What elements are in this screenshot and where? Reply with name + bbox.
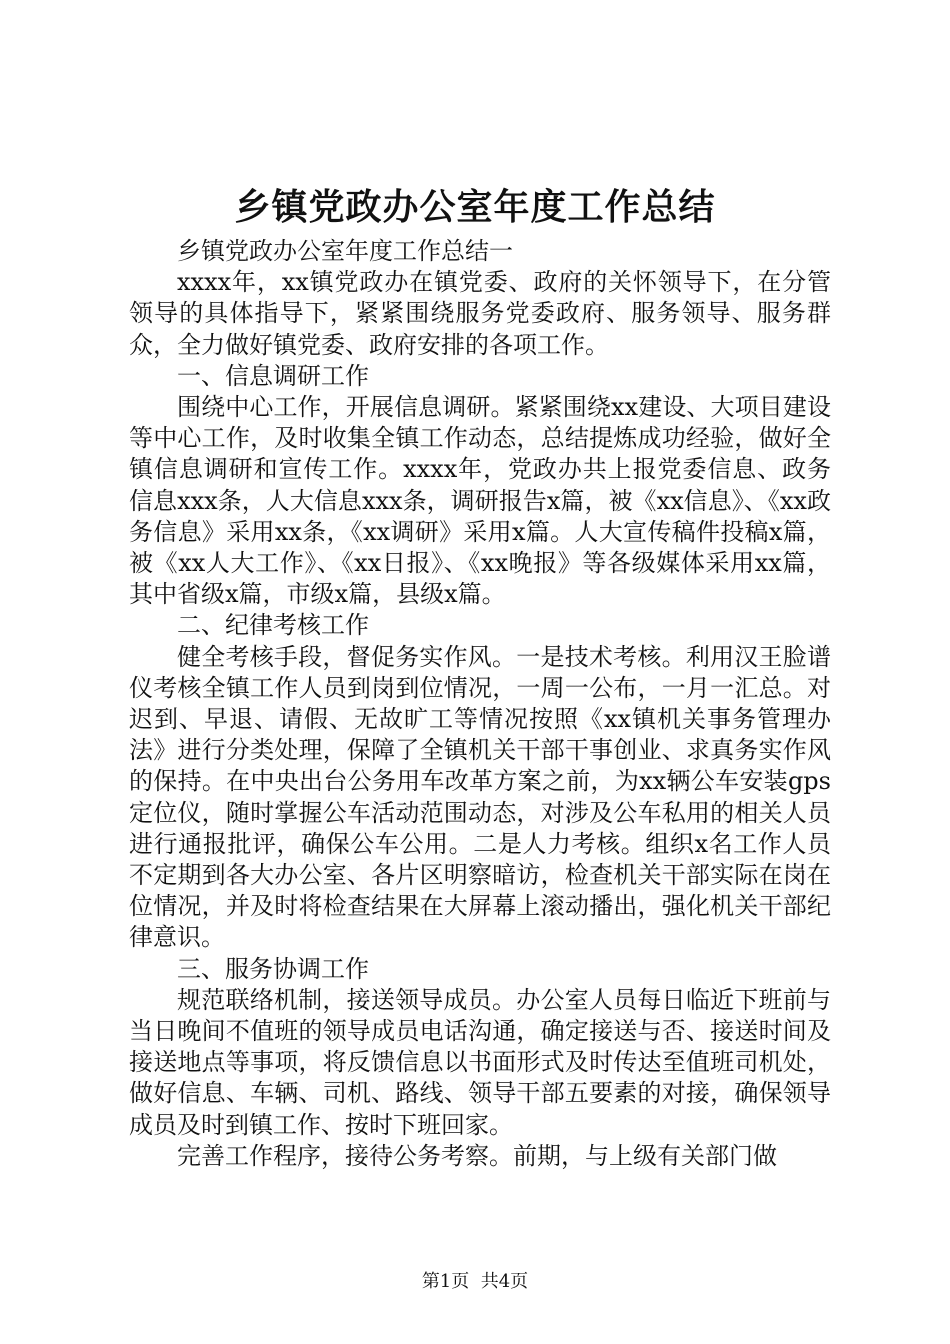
section-heading-discipline: 二、纪律考核工作 (177, 611, 369, 640)
document-title: 乡镇党政办公室年度工作总结 (234, 187, 716, 228)
discipline-paragraph: 健全考核手段，督促务实作风。一是技术考核。利用汉王脸谱仪考核全镇工作人员到岗到位情况，一周一公布，一月一汇总。对迟到、早退、请假、无故旷工等情况按照《xx镇机关事务管理办法》进行分类处理，保障了全镇机关干部干事创业、求真务实作风的保持。在中央出台公务用车改革方案之前，为xx辆公车安装gps定位仪，随时掌握公车活动范围动态，对涉及公车私用的相关人员进行通报批评，确保公车公用。二是人力考核。组织x名工作人员不定期到各大办公室、各片区明察暗访，检查机关干部实际在岗在位情况，并及时将检查结果在大屏幕上滚动播出，强化机关干部纪律意识。 (129, 642, 831, 952)
subtitle-paragraph: 乡镇党政办公室年度工作总结一 (177, 237, 513, 265)
page-total: 共4页 (480, 1271, 529, 1292)
section-heading-info-research: 一、信息调研工作 (177, 361, 369, 390)
reception-paragraph: 完善工作程序，接待公务考察。前期，与上级有关部门做 (177, 1141, 777, 1170)
page-footer (0, 1270, 950, 1294)
page-number: 第1页 (421, 1271, 470, 1292)
service-paragraph: 规范联络机制，接送领导成员。办公室人员每日临近下班前与当日晚间不值班的领导成员电话沟通，确定接送与否、接送时间及接送地点等事项，将反馈信息以书面形式及时传达至值班司机处，做好信息、车辆、司机、路线、领导干部五要素的对接，确保领导成员及时到镇工作、按时下班回家。 (129, 985, 831, 1139)
intro-paragraph: xxxx年，xx镇党政办在镇党委、政府的关怀领导下，在分管领导的具体指导下，紧紧围绕服务党委政府、服务领导、服务群众，全力做好镇党委、政府安排的各项工作。 (129, 268, 831, 359)
section-heading-service: 三、服务协调工作 (177, 954, 369, 983)
document-body (129, 236, 831, 1172)
info-research-paragraph: 围绕中心工作，开展信息调研。紧紧围绕xx建设、大项目建设等中心工作，及时收集全镇工作动态，总结提炼成功经验，做好全镇信息调研和宣传工作。xxxx年，党政办共上报党委信息、政务信息xxx条，人大信息xxx条，调研报告x篇，被《xx信息》、《xx政务信息》采用xx条，《xx调研》采用x篇。人大宣传稿件投稿x篇，被《xx人大工作》、《xx日报》、《xx晚报》等各级媒体采用xx篇，其中省级x篇，市级x篇，县级x篇。 (129, 393, 831, 609)
